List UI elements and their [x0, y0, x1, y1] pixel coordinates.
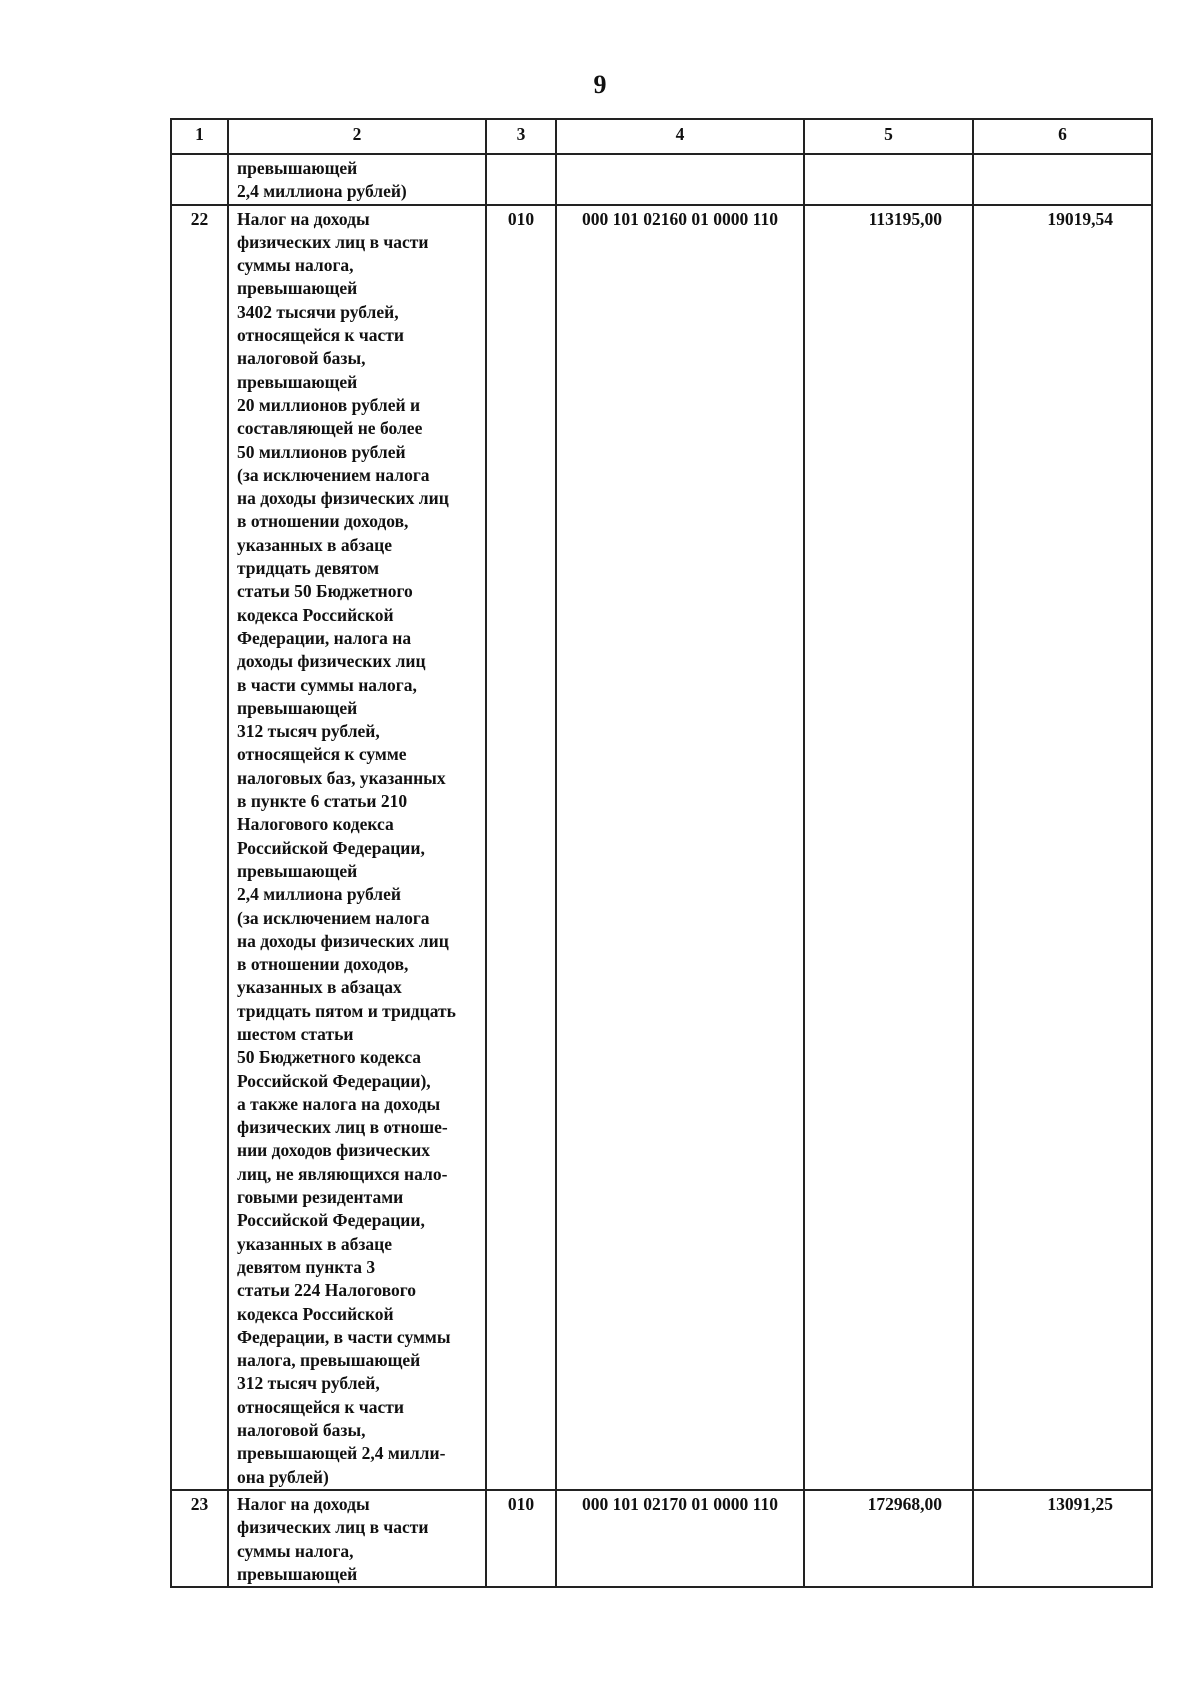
row-description: превышающей 2,4 миллиона рублей): [228, 154, 486, 205]
column-header-3: 3: [486, 119, 556, 154]
row-budget-classification-code: 000 101 02170 01 0000 110: [556, 1490, 804, 1587]
row-value-6: [973, 154, 1152, 205]
row-value-6: 19019,54: [973, 205, 1152, 1490]
row-code: 010: [486, 205, 556, 1490]
column-header-5: 5: [804, 119, 973, 154]
row-code: [486, 154, 556, 205]
row-description: Налог на доходы физических лиц в части суммы налога, превышающей 3402 тысячи рублей, относящейся к части налоговой базы, превышающей 20 миллионов рублей и составляющей не более 50 миллионов рублей (за исключением налога на доходы физических лиц в отношении доходов, указанных в абзаце тридцать девятом статьи 50 Бюджетного кодекса Российской Федерации, налога на доходы физических лиц в части суммы налога, превышающей 312 тысяч рублей, относящейся к сумме налоговых баз, указанных в пункте 6 статьи 210 Налогового кодекса Российской Федерации, превышающей 2,4 миллиона рублей (за исключением налога на доходы физических лиц в отношении доходов, указанных в абзацах тридцать пятом и тридцать шестом статьи 50 Бюджетного кодекса Российской Федерации), а также налога на доходы физических лиц в отноше- нии доходов физических лиц, не являющихся нало- говыми резидентами Российской Федерации, указанных в абзаце девятом пункта 3 статьи 224 Налогового кодекса Российской Федерации, в части суммы налога, превышающей 312 тысяч рублей, относящейся к части налоговой базы, превышающей 2,4 милли- она рублей): [228, 205, 486, 1490]
table-row: [171, 1490, 1152, 1587]
row-value-5: 113195,00: [804, 205, 973, 1490]
report-table: [170, 118, 1153, 1588]
column-header-1: 1: [171, 119, 228, 154]
table-row: [171, 154, 1152, 205]
row-budget-classification-code: [556, 154, 804, 205]
column-header-6: 6: [973, 119, 1152, 154]
row-number: 22: [171, 205, 228, 1490]
page-number: 9: [593, 70, 607, 99]
row-number: [171, 154, 228, 205]
table-row: [171, 205, 1152, 1490]
column-header-2: 2: [228, 119, 486, 154]
row-description: Налог на доходы физических лиц в части суммы налога, превышающей: [228, 1490, 486, 1587]
column-header-4: 4: [556, 119, 804, 154]
row-code: 010: [486, 1490, 556, 1587]
row-value-6: 13091,25: [973, 1490, 1152, 1587]
row-value-5: 172968,00: [804, 1490, 973, 1587]
row-number: 23: [171, 1490, 228, 1587]
row-value-5: [804, 154, 973, 205]
row-budget-classification-code: 000 101 02160 01 0000 110: [556, 205, 804, 1490]
table-header-row: [171, 119, 1152, 154]
